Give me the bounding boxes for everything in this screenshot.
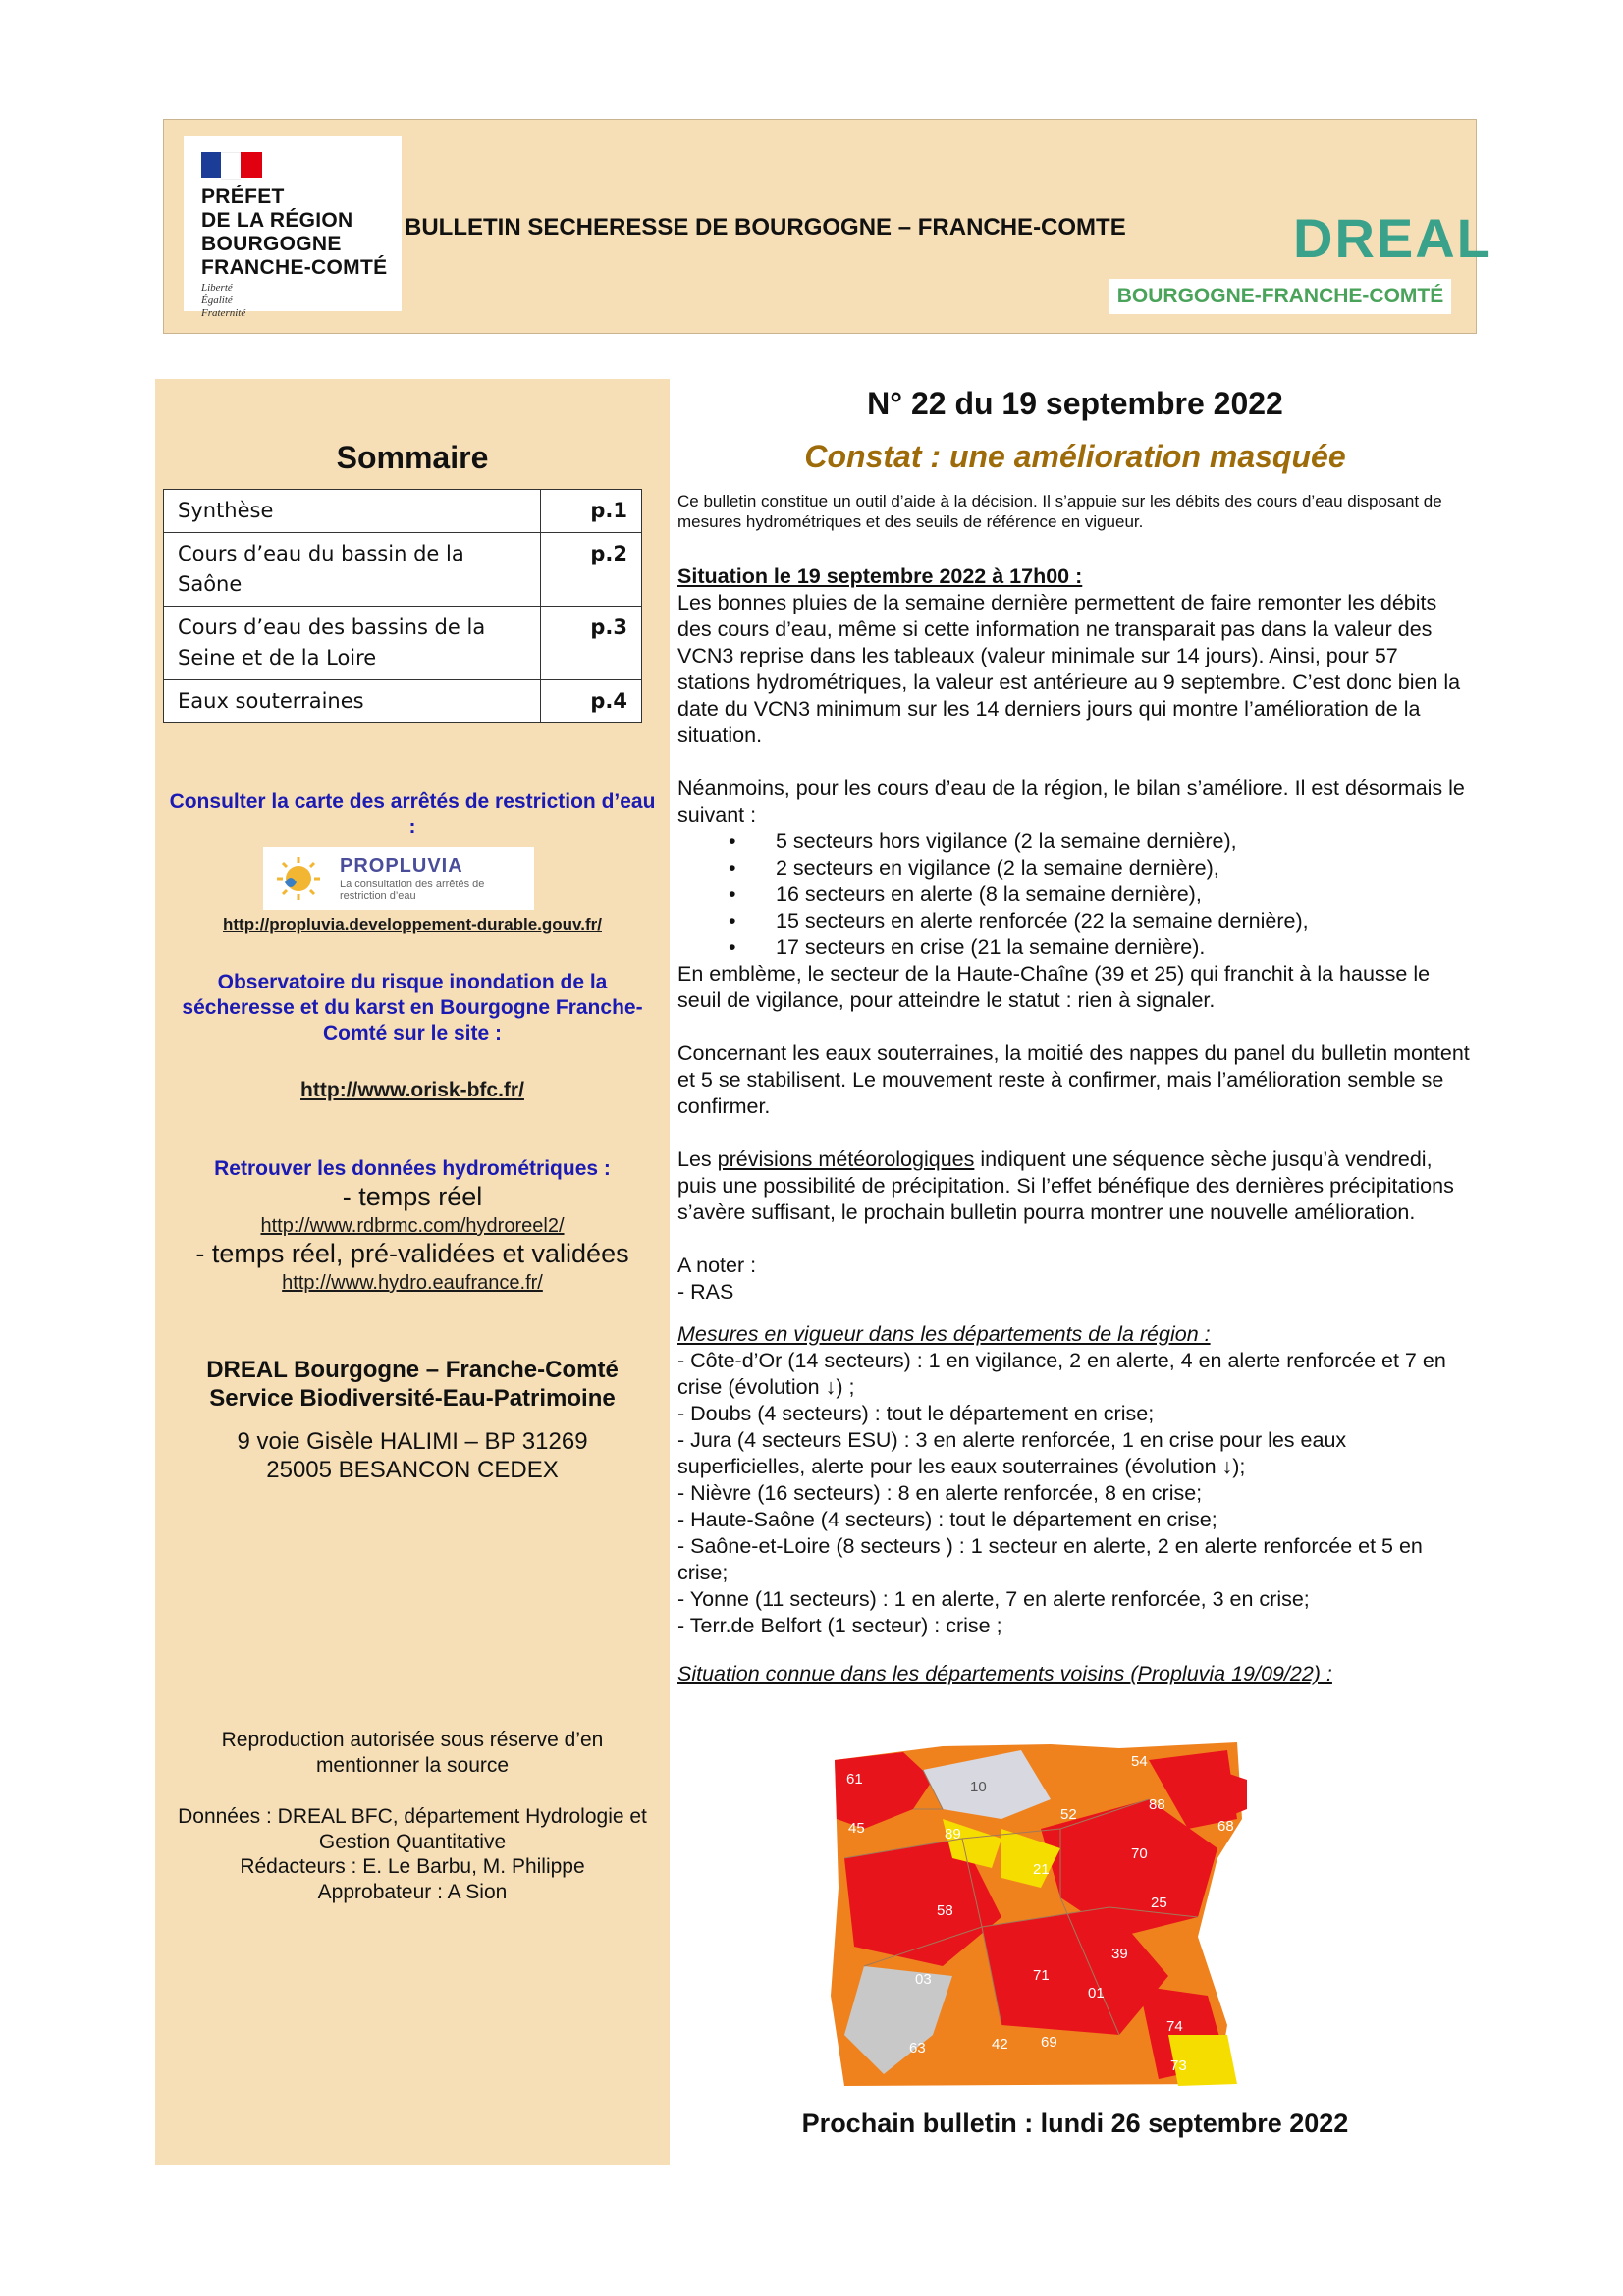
propluvia-logo[interactable] [263, 847, 534, 910]
map-label: 45 [848, 1820, 865, 1837]
toc-label: Cours d’eau du bassin de la Saône [164, 533, 541, 607]
map-label: 71 [1033, 1967, 1050, 1984]
voisins-heading: Situation connue dans les départements voisins (Propluvia 19/09/22) : [677, 1662, 1332, 1685]
bullet-icon: • [729, 909, 736, 933]
intro-text: Ce bulletin constitue un outil d’aide à la décision. Il s’appuie sur les débits des cours d’eau disposant de mesures hydrométriques et des seuils de référence en vigueur. [677, 492, 1442, 531]
map-label: 69 [1041, 2034, 1057, 2051]
header-banner [163, 119, 1492, 334]
map-label: 10 [970, 1779, 987, 1795]
map-label: 25 [1151, 1895, 1167, 1911]
toc-page: p.1 [541, 490, 642, 533]
mesure-item: - Jura (4 secteurs ESU) : 3 en alerte renforcée, 1 en crise pour les eaux superficielles, alerte pour les eaux souterraines (évolution ↓); [677, 1428, 1347, 1478]
map-label: 70 [1131, 1845, 1148, 1862]
map-label: 58 [937, 1902, 953, 1919]
mesure-item: - Haute-Saône (4 secteurs) : tout le département en crise; [677, 1508, 1217, 1531]
dreal-logo: DREAL [1293, 207, 1492, 269]
toc-row[interactable] [164, 607, 642, 680]
map-label: 01 [1088, 1985, 1105, 2002]
toc-page: p.2 [541, 533, 642, 607]
sidebar [155, 379, 670, 2165]
reproduction-note: Reproduction autorisée sous réserve d’en mentionner la source [221, 1729, 604, 1777]
temps-reel-valid-label: - temps réel, pré-validées et validées [195, 1239, 629, 1268]
table-of-contents [163, 489, 642, 723]
sector-list [677, 828, 1475, 961]
toc-label: Cours d’eau des bassins de la Seine et de la Loire [164, 607, 541, 680]
propluvia-name: PROPLUVIA [340, 855, 463, 877]
mesure-item: - Nièvre (16 secteurs) : 8 en alerte renforcée, 8 en crise; [677, 1481, 1203, 1505]
dreal-name: DREAL Bourgogne – Franche-Comté [206, 1357, 619, 1383]
headline: Constat : une amélioration masquée [804, 439, 1346, 474]
map-label: 61 [846, 1771, 863, 1788]
paragraph: Les prévisions météorologiques indiquent une séquence sèche jusqu’à vendredi, puis une possibilité de précipitation. Si l’effet bénéfique des dernières précipitations s’avère suffisant, le prochain bulletin pourra montrer une nouvelle amélioration. [677, 1148, 1454, 1224]
devise-line: Liberté [201, 282, 233, 294]
toc-label: Eaux souterraines [164, 680, 541, 723]
hydro-link[interactable]: http://www.hydro.eaufrance.fr/ [282, 1272, 543, 1294]
a-noter-label: A noter : [677, 1254, 757, 1277]
mesures-heading: Mesures en vigueur dans les départements de la région : [677, 1322, 1211, 1346]
dreal-region-label: BOURGOGNE-FRANCHE-COMTÉ [1109, 279, 1451, 314]
bullet-icon: • [729, 856, 736, 880]
paragraph: Concernant les eaux souterraines, la moitié des nappes du panel du bulletin montent et 5 se stabilisent. Le mouvement reste à confirmer, mais l’amélioration semble se confirmer. [677, 1041, 1470, 1118]
devise-line: Égalité [201, 294, 233, 306]
propluvia-sun-icon [271, 853, 322, 904]
map-label: 63 [909, 2040, 926, 2056]
toc-row[interactable] [164, 680, 642, 723]
address-line-2: 25005 BESANCON CEDEX [266, 1457, 559, 1483]
map-label: 68 [1217, 1818, 1234, 1835]
propluvia-tagline: La consultation des arrêtés de restriction d’eau [340, 879, 485, 902]
list-item: • 17 secteurs en crise (21 la semaine dernière). [729, 935, 1206, 959]
map-label: 88 [1149, 1796, 1165, 1813]
french-flag-icon [201, 152, 262, 178]
map-label: 74 [1166, 2018, 1183, 2035]
map-label: 42 [992, 2036, 1008, 2053]
map-label: 39 [1111, 1946, 1128, 1962]
paragraph: En emblème, le secteur de la Haute-Chaîne (39 et 25) qui franchit à la hausse le seuil de vigilance, pour atteindre le statut : rien à signaler. [677, 962, 1431, 1012]
bullet-icon: • [729, 829, 736, 853]
orisk-link[interactable]: http://www.orisk-bfc.fr/ [300, 1079, 524, 1101]
hydro-title: Retrouver les données hydrométriques : [214, 1157, 611, 1180]
prefet-logo [184, 136, 402, 319]
drought-map [825, 1740, 1247, 2094]
map-label: 21 [1033, 1861, 1050, 1878]
mesure-item: - Yonne (11 secteurs) : 1 en alerte, 7 en alerte renforcée, 3 en crise; [677, 1587, 1310, 1611]
carte-restriction-text: Consulter la carte des arrêtés de restriction d’eau : [169, 790, 656, 838]
observatoire-text: Observatoire du risque inondation de la sécheresse et du karst en Bourgogne Franche-Comté sur le site : [182, 971, 643, 1044]
map-label: 73 [1170, 2057, 1187, 2074]
address-line-1: 9 voie Gisèle HALIMI – BP 31269 [237, 1428, 588, 1455]
paragraph: Néanmoins, pour les cours d’eau de la région, le bilan s’améliore. Il est désormais le suivant : [677, 776, 1465, 827]
previsions-link[interactable]: prévisions météorologiques [717, 1148, 975, 1171]
service-name: Service Biodiversité-Eau-Patrimoine [209, 1385, 616, 1412]
mesure-item: - Doubs (4 secteurs) : tout le département en crise; [677, 1402, 1155, 1425]
rdbrmc-link[interactable]: http://www.rdbrmc.com/hydroreel2/ [260, 1215, 565, 1237]
prefet-line: FRANCHE-COMTÉ [201, 256, 388, 279]
redacteurs-note: Rédacteurs : E. Le Barbu, M. Philippe [240, 1855, 585, 1878]
issue-number: N° 22 du 19 septembre 2022 [867, 386, 1283, 421]
map-label: 54 [1131, 1753, 1148, 1770]
donnees-note: Données : DREAL BFC, département Hydrologie et Gestion Quantitative [178, 1805, 647, 1853]
mesure-item: - Terr.de Belfort (1 secteur) : crise ; [677, 1614, 1002, 1637]
ras-label: - RAS [677, 1280, 734, 1304]
toc-page: p.3 [541, 607, 642, 680]
list-item: • 16 secteurs en alerte (8 la semaine dernière), [729, 882, 1202, 906]
next-bulletin: Prochain bulletin : lundi 26 septembre 2022 [801, 2109, 1349, 2138]
list-item: • 5 secteurs hors vigilance (2 la semaine dernière), [729, 829, 1237, 853]
map-label: 52 [1060, 1806, 1077, 1823]
list-item: • 15 secteurs en alerte renforcée (22 la semaine dernière), [729, 909, 1309, 933]
paragraph: Les bonnes pluies de la semaine dernière permettent de faire remonter les débits des cours d’eau, même si cette information ne transparait pas dans la valeur des VCN3 reprise dans les tableaux (valeur minimale sur 14 jours). Ainsi, pour 57 stations hydrométriques, la valeur est antérieure au 9 septembre. C’est donc bien la date du VCN3 minimum sur les 14 derniers jours qui montre l’amélioration de la situation. [677, 591, 1461, 747]
toc-row[interactable] [164, 490, 642, 533]
toc-row[interactable] [164, 533, 642, 607]
prefet-line: BOURGOGNE [201, 233, 342, 255]
temps-reel-label: - temps réel [342, 1182, 483, 1211]
prefet-line: DE LA RÉGION [201, 209, 353, 232]
propluvia-link[interactable]: http://propluvia.developpement-durable.gouv.fr/ [223, 915, 602, 934]
list-item: • 2 secteurs en vigilance (2 la semaine dernière), [729, 856, 1219, 880]
sommaire-title: Sommaire [336, 440, 489, 475]
situation-heading: Situation le 19 septembre 2022 à 17h00 : [677, 564, 1083, 588]
mesure-item: - Côte-d’Or (14 secteurs) : 1 en vigilance, 2 en alerte, 4 en alerte renforcée et 7 en crise (évolution ↓) ; [677, 1349, 1446, 1399]
toc-page: p.4 [541, 680, 642, 723]
prefet-line: PRÉFET [201, 186, 285, 208]
bullet-icon: • [729, 882, 736, 906]
mesure-item: - Saône-et-Loire (8 secteurs ) : 1 secteur en alerte, 2 en alerte renforcée et 5 en crise; [677, 1534, 1423, 1584]
approbateur-note: Approbateur : A Sion [317, 1881, 508, 1903]
bulletin-title: BULLETIN SECHERESSE DE BOURGOGNE – FRANCHE-COMTE [405, 214, 1126, 240]
devise-line: Fraternité [201, 307, 246, 319]
map-label: 89 [945, 1826, 961, 1842]
toc-label: Synthèse [164, 490, 541, 533]
situation-section [677, 563, 1475, 1687]
bullet-icon: • [729, 935, 736, 959]
map-label: 03 [915, 1971, 932, 1988]
